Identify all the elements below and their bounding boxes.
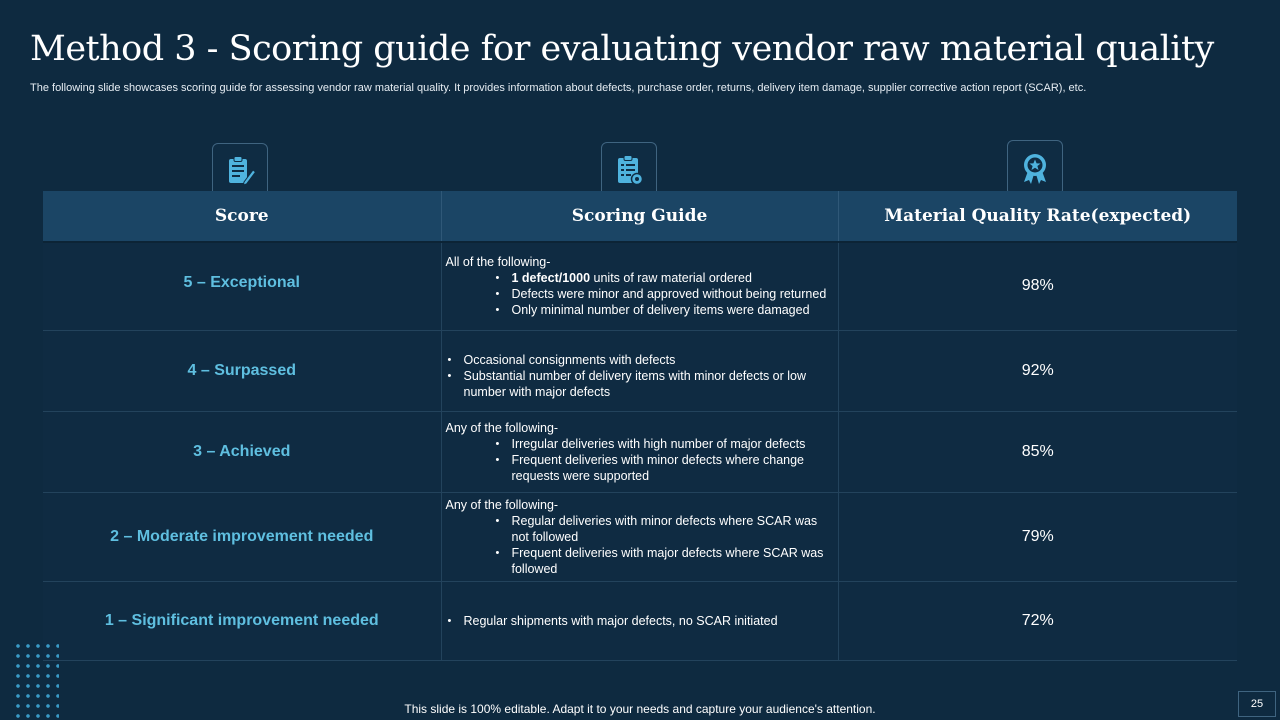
rate-cell: 79% bbox=[838, 492, 1237, 581]
table-row bbox=[43, 330, 1237, 411]
slide-subtitle: The following slide showcases scoring guide for assessing vendor raw material quality. It provides information about defects, purchase order, returns, delivery item damage, supplier corrective action report (SCAR), etc. bbox=[30, 82, 1087, 94]
table-row bbox=[43, 492, 1237, 581]
guide-point: • Regular deliveries with minor defects where SCAR was not followed bbox=[512, 513, 828, 545]
rate-cell: 85% bbox=[838, 411, 1237, 492]
guide-point: • Regular shipments with major defects, no SCAR initiated bbox=[464, 613, 828, 629]
rate-cell: 92% bbox=[838, 330, 1237, 411]
guide-intro: Any of the following- bbox=[445, 497, 559, 512]
guide-point: • Defects were minor and approved without being returned bbox=[512, 286, 828, 302]
guide-cell bbox=[441, 242, 838, 330]
slide-footer: This slide is 100% editable. Adapt it to your needs and capture your audience's attention. bbox=[404, 702, 876, 716]
score-cell: 4 – Surpassed bbox=[43, 330, 441, 411]
slide-title: Method 3 - Scoring guide for evaluating vendor raw material quality bbox=[30, 29, 1214, 69]
rate-cell: 98% bbox=[838, 242, 1237, 330]
table-row bbox=[43, 411, 1237, 492]
score-cell: 3 – Achieved bbox=[43, 411, 441, 492]
header-quality-rate: Material Quality Rate(expected) bbox=[838, 191, 1237, 242]
guide-cell bbox=[441, 330, 838, 411]
header-score: Score bbox=[43, 191, 441, 242]
guide-point: • Occasional consignments with defects bbox=[464, 352, 828, 368]
table-header-row bbox=[43, 191, 1237, 242]
guide-point: • Only minimal number of delivery items were damaged bbox=[512, 302, 828, 318]
scoring-guide-table bbox=[43, 191, 1237, 661]
guide-cell bbox=[441, 492, 838, 581]
score-cell: 5 – Exceptional bbox=[43, 242, 441, 330]
table-row bbox=[43, 581, 1237, 660]
header-scoring-guide: Scoring Guide bbox=[441, 191, 838, 242]
guide-point: • Irregular deliveries with high number of major defects bbox=[512, 436, 828, 452]
guide-point: • Substantial number of delivery items with minor defects or low number with major defects bbox=[464, 368, 828, 400]
guide-point: • Frequent deliveries with major defects where SCAR was followed bbox=[512, 545, 828, 577]
score-cell: 2 – Moderate improvement needed bbox=[43, 492, 441, 581]
table-row bbox=[43, 242, 1237, 330]
clipboard-badge-icon bbox=[601, 142, 657, 198]
guide-cell bbox=[441, 581, 838, 660]
guide-intro: Any of the following- bbox=[445, 420, 559, 435]
score-cell: 1 – Significant improvement needed bbox=[43, 581, 441, 660]
guide-point-bold: 1 defect/1000 bbox=[511, 271, 591, 286]
award-ribbon-icon bbox=[1007, 140, 1063, 196]
guide-point: • Frequent deliveries with minor defects where change requests were supported bbox=[512, 452, 828, 484]
guide-point: • 1 defect/1000 units of raw material ordered bbox=[512, 270, 828, 286]
rate-cell: 72% bbox=[838, 581, 1237, 660]
guide-cell bbox=[441, 411, 838, 492]
guide-intro: All of the following- bbox=[445, 255, 551, 270]
page-number: 25 bbox=[1238, 691, 1276, 717]
